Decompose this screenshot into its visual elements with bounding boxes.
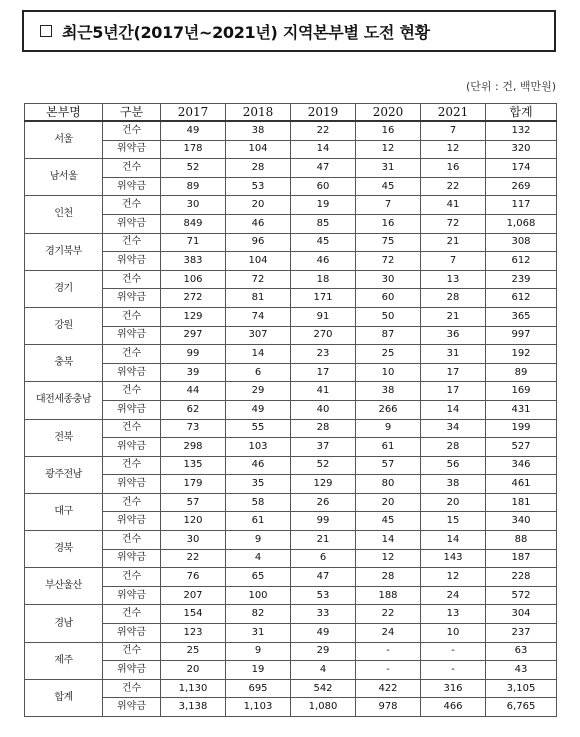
total-cell: 365 (486, 307, 557, 326)
region-name-cell: 인천 (25, 196, 103, 233)
total-cell: 3,105 (486, 679, 557, 698)
value-cell: 39 (161, 363, 226, 382)
value-cell: 53 (226, 177, 291, 196)
value-cell: 75 (356, 233, 421, 252)
row-type-cell: 건수 (103, 568, 161, 587)
row-type-cell: 위약금 (103, 512, 161, 531)
value-cell: 9 (226, 531, 291, 550)
region-name-cell: 대구 (25, 493, 103, 530)
value-cell: 12 (356, 549, 421, 568)
row-type-cell: 건수 (103, 121, 161, 140)
value-cell: 33 (291, 605, 356, 624)
value-cell: 1,080 (291, 698, 356, 717)
value-cell: - (421, 642, 486, 661)
table-row (25, 252, 557, 271)
value-cell: 72 (226, 270, 291, 289)
value-cell: - (356, 661, 421, 680)
region-name-cell: 충북 (25, 345, 103, 382)
value-cell: 22 (421, 177, 486, 196)
table-row (25, 177, 557, 196)
value-cell: 12 (421, 140, 486, 159)
region-name-cell: 합계 (25, 679, 103, 716)
value-cell: 207 (161, 586, 226, 605)
value-cell: 298 (161, 438, 226, 457)
value-cell: 82 (226, 605, 291, 624)
region-name-cell: 강원 (25, 307, 103, 344)
value-cell: 9 (356, 419, 421, 438)
row-type-cell: 위약금 (103, 661, 161, 680)
header-cell: 2020 (356, 104, 421, 122)
value-cell: 12 (421, 568, 486, 587)
table-row (25, 568, 557, 587)
total-cell: 89 (486, 363, 557, 382)
value-cell: 31 (421, 345, 486, 364)
value-cell: 46 (291, 252, 356, 271)
value-cell: 23 (291, 345, 356, 364)
table-row (25, 642, 557, 661)
table-row (25, 605, 557, 624)
value-cell: 58 (226, 493, 291, 512)
value-cell: 55 (226, 419, 291, 438)
region-name-cell: 서울 (25, 121, 103, 159)
value-cell: 14 (291, 140, 356, 159)
value-cell: 45 (291, 233, 356, 252)
value-cell: 38 (356, 382, 421, 401)
value-cell: 129 (291, 475, 356, 494)
value-cell: 22 (356, 605, 421, 624)
value-cell: 57 (161, 493, 226, 512)
value-cell: 76 (161, 568, 226, 587)
value-cell: 45 (356, 512, 421, 531)
value-cell: 106 (161, 270, 226, 289)
region-name-cell: 경북 (25, 531, 103, 568)
value-cell: 3,138 (161, 698, 226, 717)
total-cell: 169 (486, 382, 557, 401)
value-cell: 74 (226, 307, 291, 326)
value-cell: 466 (421, 698, 486, 717)
table-row (25, 140, 557, 159)
value-cell: 38 (226, 121, 291, 140)
value-cell: 104 (226, 252, 291, 271)
header-cell: 2019 (291, 104, 356, 122)
value-cell: 120 (161, 512, 226, 531)
table-row (25, 661, 557, 680)
table-row (25, 698, 557, 717)
value-cell: 99 (291, 512, 356, 531)
header-cell: 2021 (421, 104, 486, 122)
value-cell: 25 (161, 642, 226, 661)
table-row (25, 345, 557, 364)
total-cell: 527 (486, 438, 557, 457)
value-cell: 6 (291, 549, 356, 568)
row-type-cell: 위약금 (103, 214, 161, 233)
row-type-cell: 건수 (103, 456, 161, 475)
value-cell: 307 (226, 326, 291, 345)
region-name-cell: 경남 (25, 605, 103, 642)
value-cell: 81 (226, 289, 291, 308)
value-cell: 19 (291, 196, 356, 215)
row-type-cell: 건수 (103, 196, 161, 215)
value-cell: 29 (291, 642, 356, 661)
value-cell: 272 (161, 289, 226, 308)
value-cell: 62 (161, 400, 226, 419)
value-cell: 20 (161, 661, 226, 680)
value-cell: 178 (161, 140, 226, 159)
row-type-cell: 위약금 (103, 363, 161, 382)
value-cell: 19 (226, 661, 291, 680)
row-type-cell: 위약금 (103, 438, 161, 457)
header-cell: 2018 (226, 104, 291, 122)
value-cell: 25 (356, 345, 421, 364)
table-row (25, 512, 557, 531)
row-type-cell: 건수 (103, 531, 161, 550)
page-title: 최근5년간(2017년~2021년) 지역본부별 도전 현황 (62, 22, 430, 42)
total-cell: 181 (486, 493, 557, 512)
value-cell: 383 (161, 252, 226, 271)
row-type-cell: 위약금 (103, 586, 161, 605)
value-cell: 28 (291, 419, 356, 438)
row-type-cell: 위약금 (103, 400, 161, 419)
value-cell: 6 (226, 363, 291, 382)
total-cell: 174 (486, 159, 557, 178)
row-type-cell: 건수 (103, 345, 161, 364)
value-cell: 179 (161, 475, 226, 494)
total-cell: 88 (486, 531, 557, 550)
total-cell: 431 (486, 400, 557, 419)
value-cell: 57 (356, 456, 421, 475)
table-row (25, 419, 557, 438)
value-cell: 80 (356, 475, 421, 494)
value-cell: 103 (226, 438, 291, 457)
value-cell: 41 (291, 382, 356, 401)
region-name-cell: 제주 (25, 642, 103, 679)
value-cell: 61 (356, 438, 421, 457)
value-cell: - (356, 642, 421, 661)
value-cell: 72 (421, 214, 486, 233)
value-cell: 14 (421, 531, 486, 550)
header-cell: 합계 (486, 104, 557, 122)
value-cell: 28 (356, 568, 421, 587)
region-name-cell: 광주전남 (25, 456, 103, 493)
table-row (25, 475, 557, 494)
value-cell: 28 (421, 289, 486, 308)
region-name-cell: 전북 (25, 419, 103, 456)
value-cell: 50 (356, 307, 421, 326)
value-cell: 96 (226, 233, 291, 252)
value-cell: 297 (161, 326, 226, 345)
table-row (25, 531, 557, 550)
value-cell: 188 (356, 586, 421, 605)
value-cell: 1,130 (161, 679, 226, 698)
title-box (22, 10, 556, 52)
unit-note: (단위 : 건, 백만원) (465, 80, 556, 93)
row-type-cell: 위약금 (103, 624, 161, 643)
total-cell: 117 (486, 196, 557, 215)
total-cell: 308 (486, 233, 557, 252)
row-type-cell: 건수 (103, 642, 161, 661)
total-cell: 43 (486, 661, 557, 680)
total-cell: 63 (486, 642, 557, 661)
value-cell: 4 (226, 549, 291, 568)
value-cell: 31 (356, 159, 421, 178)
total-cell: 304 (486, 605, 557, 624)
total-cell: 572 (486, 586, 557, 605)
value-cell: 36 (421, 326, 486, 345)
table-row (25, 159, 557, 178)
stats-table (24, 103, 557, 717)
table-row (25, 382, 557, 401)
table-row (25, 456, 557, 475)
row-type-cell: 위약금 (103, 698, 161, 717)
value-cell: 100 (226, 586, 291, 605)
value-cell: 30 (161, 196, 226, 215)
value-cell: 41 (421, 196, 486, 215)
value-cell: 31 (226, 624, 291, 643)
value-cell: 46 (226, 214, 291, 233)
header-cell: 구분 (103, 104, 161, 122)
total-cell: 237 (486, 624, 557, 643)
value-cell: 65 (226, 568, 291, 587)
value-cell: 17 (421, 382, 486, 401)
value-cell: 266 (356, 400, 421, 419)
value-cell: 91 (291, 307, 356, 326)
value-cell: 13 (421, 605, 486, 624)
row-type-cell: 위약금 (103, 326, 161, 345)
value-cell: 7 (421, 121, 486, 140)
value-cell: - (421, 661, 486, 680)
value-cell: 18 (291, 270, 356, 289)
value-cell: 35 (226, 475, 291, 494)
value-cell: 7 (421, 252, 486, 271)
table-row (25, 307, 557, 326)
table-row (25, 289, 557, 308)
row-type-cell: 건수 (103, 493, 161, 512)
table-row (25, 624, 557, 643)
value-cell: 10 (421, 624, 486, 643)
value-cell: 849 (161, 214, 226, 233)
value-cell: 13 (421, 270, 486, 289)
row-type-cell: 위약금 (103, 289, 161, 308)
value-cell: 26 (291, 493, 356, 512)
value-cell: 44 (161, 382, 226, 401)
total-cell: 228 (486, 568, 557, 587)
value-cell: 60 (356, 289, 421, 308)
value-cell: 16 (356, 214, 421, 233)
row-type-cell: 건수 (103, 605, 161, 624)
value-cell: 46 (226, 456, 291, 475)
value-cell: 143 (421, 549, 486, 568)
value-cell: 123 (161, 624, 226, 643)
row-type-cell: 위약금 (103, 252, 161, 271)
value-cell: 14 (226, 345, 291, 364)
header-cell: 본부명 (25, 104, 103, 122)
value-cell: 171 (291, 289, 356, 308)
value-cell: 56 (421, 456, 486, 475)
value-cell: 49 (291, 624, 356, 643)
value-cell: 49 (161, 121, 226, 140)
value-cell: 12 (356, 140, 421, 159)
value-cell: 85 (291, 214, 356, 233)
value-cell: 7 (356, 196, 421, 215)
value-cell: 30 (356, 270, 421, 289)
table-row (25, 121, 557, 140)
value-cell: 422 (356, 679, 421, 698)
region-name-cell: 부산울산 (25, 568, 103, 605)
table-row (25, 493, 557, 512)
row-type-cell: 건수 (103, 679, 161, 698)
value-cell: 21 (421, 233, 486, 252)
value-cell: 24 (421, 586, 486, 605)
total-cell: 997 (486, 326, 557, 345)
value-cell: 47 (291, 159, 356, 178)
value-cell: 72 (356, 252, 421, 271)
table-row (25, 233, 557, 252)
value-cell: 52 (291, 456, 356, 475)
value-cell: 135 (161, 456, 226, 475)
value-cell: 16 (356, 121, 421, 140)
total-cell: 269 (486, 177, 557, 196)
value-cell: 38 (421, 475, 486, 494)
value-cell: 978 (356, 698, 421, 717)
value-cell: 9 (226, 642, 291, 661)
value-cell: 40 (291, 400, 356, 419)
table-row (25, 326, 557, 345)
value-cell: 37 (291, 438, 356, 457)
row-type-cell: 건수 (103, 307, 161, 326)
value-cell: 53 (291, 586, 356, 605)
row-type-cell: 건수 (103, 382, 161, 401)
value-cell: 34 (421, 419, 486, 438)
table-row (25, 400, 557, 419)
header-cell: 2017 (161, 104, 226, 122)
value-cell: 29 (226, 382, 291, 401)
value-cell: 89 (161, 177, 226, 196)
total-cell: 612 (486, 289, 557, 308)
value-cell: 52 (161, 159, 226, 178)
value-cell: 14 (356, 531, 421, 550)
value-cell: 99 (161, 345, 226, 364)
table-row (25, 363, 557, 382)
table-header-row (25, 104, 557, 122)
value-cell: 21 (291, 531, 356, 550)
row-type-cell: 위약금 (103, 140, 161, 159)
row-type-cell: 위약금 (103, 475, 161, 494)
table-row (25, 586, 557, 605)
table-body (25, 121, 557, 717)
total-cell: 132 (486, 121, 557, 140)
value-cell: 20 (421, 493, 486, 512)
value-cell: 45 (356, 177, 421, 196)
value-cell: 21 (421, 307, 486, 326)
row-type-cell: 건수 (103, 270, 161, 289)
value-cell: 22 (161, 549, 226, 568)
value-cell: 73 (161, 419, 226, 438)
total-cell: 340 (486, 512, 557, 531)
region-name-cell: 남서울 (25, 159, 103, 196)
value-cell: 10 (356, 363, 421, 382)
value-cell: 15 (421, 512, 486, 531)
checkbox-square-icon (40, 25, 52, 37)
region-name-cell: 경기 (25, 270, 103, 307)
row-type-cell: 위약금 (103, 177, 161, 196)
total-cell: 346 (486, 456, 557, 475)
total-cell: 1,068 (486, 214, 557, 233)
value-cell: 270 (291, 326, 356, 345)
value-cell: 104 (226, 140, 291, 159)
total-cell: 192 (486, 345, 557, 364)
value-cell: 316 (421, 679, 486, 698)
value-cell: 154 (161, 605, 226, 624)
value-cell: 87 (356, 326, 421, 345)
row-type-cell: 건수 (103, 419, 161, 438)
value-cell: 20 (226, 196, 291, 215)
row-type-cell: 위약금 (103, 549, 161, 568)
value-cell: 49 (226, 400, 291, 419)
value-cell: 22 (291, 121, 356, 140)
table-row (25, 549, 557, 568)
value-cell: 60 (291, 177, 356, 196)
total-cell: 612 (486, 252, 557, 271)
table-row (25, 679, 557, 698)
value-cell: 17 (291, 363, 356, 382)
row-type-cell: 건수 (103, 159, 161, 178)
total-cell: 320 (486, 140, 557, 159)
total-cell: 187 (486, 549, 557, 568)
table-row (25, 214, 557, 233)
value-cell: 129 (161, 307, 226, 326)
value-cell: 30 (161, 531, 226, 550)
value-cell: 1,103 (226, 698, 291, 717)
value-cell: 28 (421, 438, 486, 457)
value-cell: 24 (356, 624, 421, 643)
value-cell: 20 (356, 493, 421, 512)
value-cell: 695 (226, 679, 291, 698)
value-cell: 542 (291, 679, 356, 698)
value-cell: 28 (226, 159, 291, 178)
total-cell: 199 (486, 419, 557, 438)
value-cell: 61 (226, 512, 291, 531)
value-cell: 16 (421, 159, 486, 178)
row-type-cell: 건수 (103, 233, 161, 252)
total-cell: 461 (486, 475, 557, 494)
table-row (25, 196, 557, 215)
region-name-cell: 대전세종충남 (25, 382, 103, 419)
value-cell: 71 (161, 233, 226, 252)
value-cell: 4 (291, 661, 356, 680)
value-cell: 17 (421, 363, 486, 382)
total-cell: 6,765 (486, 698, 557, 717)
total-cell: 239 (486, 270, 557, 289)
table-row (25, 438, 557, 457)
value-cell: 47 (291, 568, 356, 587)
table-row (25, 270, 557, 289)
region-name-cell: 경기북부 (25, 233, 103, 270)
value-cell: 14 (421, 400, 486, 419)
